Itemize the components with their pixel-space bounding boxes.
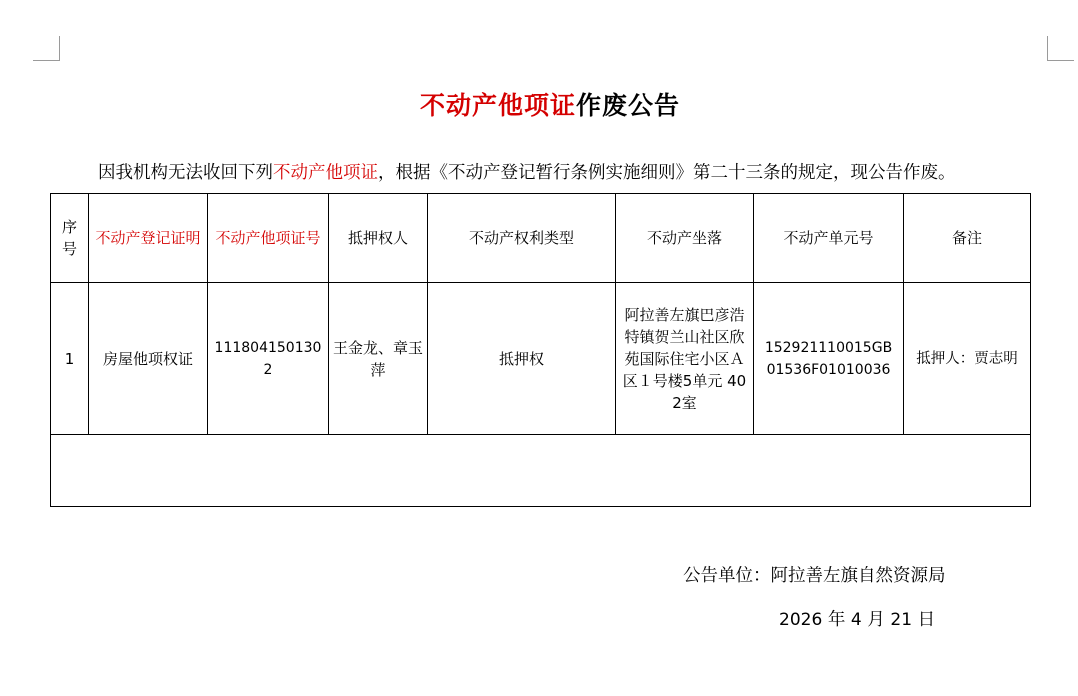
cell-unit-no: 152921110015GB01536F01010036 [754,283,904,435]
date-day-unit: 日 [917,610,936,630]
footer-date [779,606,935,631]
table-blank-cell [51,435,1031,507]
intro-red-part: 不动产他项证 [273,163,378,183]
header-unit-no: 不动产单元号 [754,194,904,283]
intro-paragraph [98,159,956,184]
title-red-part: 不动产他项证 [419,91,576,120]
page-corner-mark-top-right [1047,36,1074,61]
table-header-row [51,194,1031,283]
header-certificate-no: 不动产他项证号 [208,194,329,283]
footer-organization [683,562,946,587]
header-right-type: 不动产权利类型 [428,194,616,283]
footer-org-name: 阿拉善左旗自然资源局 [770,566,946,586]
cell-remark: 抵押人：贾志明 [904,283,1031,435]
cell-mortgagee: 王金龙、章玉萍 [329,283,428,435]
table-blank-row [51,435,1031,507]
header-index: 序号 [51,194,89,283]
intro-part1: 因我机构无法收回下列 [98,163,273,183]
cell-index: 1 [51,283,89,435]
table-row [51,283,1031,435]
date-day: 21 [890,610,913,630]
page-corner-mark-top-left [33,36,60,61]
page-title [0,86,1078,122]
footer-org-label: 公告单位： [683,566,771,586]
header-remark: 备注 [904,194,1031,283]
intro-part2: ，根据《不动产登记暂行条例实施细则》第二十三条的规定，现公告作废。 [378,163,956,183]
void-notice-table [50,193,1031,507]
cell-certificate-type: 房屋他项权证 [89,283,208,435]
cell-right-type: 抵押权 [428,283,616,435]
cell-location: 阿拉善左旗巴彦浩特镇贺兰山社区欣苑国际住宅小区Ａ区１号楼5单元 402室 [616,283,754,435]
title-black-part: 作废公告 [576,91,681,120]
header-location: 不动产坐落 [616,194,754,283]
date-year-unit: 年 [827,610,846,630]
header-certificate-type: 不动产登记证明 [89,194,208,283]
header-mortgagee: 抵押权人 [329,194,428,283]
date-month-unit: 月 [867,610,885,630]
date-month: 4 [850,610,862,630]
date-year: 2026 [779,610,823,630]
cell-certificate-no: 1118041501302 [208,283,329,435]
